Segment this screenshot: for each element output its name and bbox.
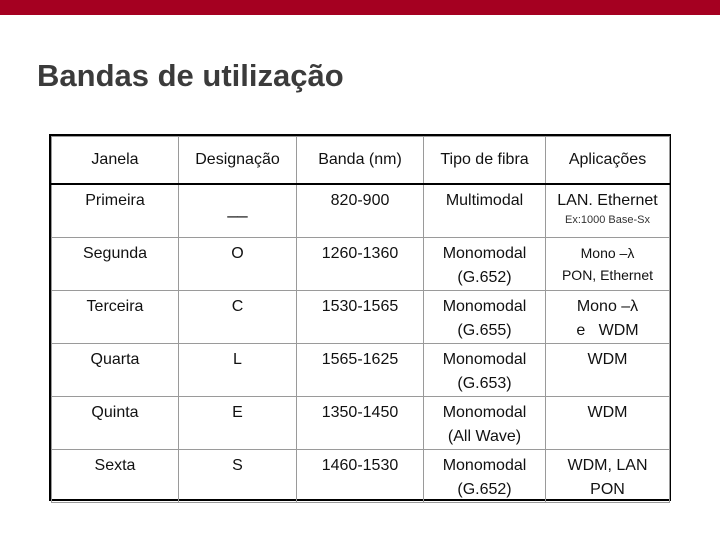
fibra-standard: (G.652)	[457, 269, 512, 286]
cell-aplicacoes	[546, 397, 670, 450]
aplicacoes-line: PON	[590, 481, 625, 498]
aplicacoes-example: Ex:1000 Base-Sx	[565, 213, 650, 226]
cell-designacao: S	[179, 450, 297, 503]
slide-title: Bandas de utilização	[37, 58, 344, 93]
header-tipo-fibra: Tipo de fibra	[424, 137, 546, 184]
cell-tipo-fibra	[424, 397, 546, 450]
header-banda: Banda (nm)	[297, 137, 424, 184]
fibra-line: Monomodal	[442, 457, 527, 474]
cell-tipo-fibra	[424, 344, 546, 397]
header-designacao: Designação	[179, 137, 297, 184]
cell-designacao	[179, 184, 297, 238]
cell-janela: Terceira	[52, 291, 179, 344]
table-row	[52, 291, 670, 344]
table-row	[52, 184, 670, 238]
cell-aplicacoes	[546, 450, 670, 503]
fibra-standard: (All Wave)	[447, 428, 522, 445]
aplicacoes-line: WDM	[587, 404, 628, 421]
aplicacoes-line: PON, Ethernet	[561, 267, 654, 283]
cell-janela: Primeira	[52, 184, 179, 238]
cell-aplicacoes	[546, 291, 670, 344]
cell-banda: 820-900	[297, 184, 424, 238]
cell-designacao: E	[179, 397, 297, 450]
table-header-row	[52, 137, 670, 184]
fibra-standard: (G.653)	[457, 375, 512, 392]
header-aplicacoes: Aplicações	[546, 137, 670, 184]
cell-janela: Quinta	[52, 397, 179, 450]
cell-tipo-fibra	[424, 450, 546, 503]
header-janela: Janela	[52, 137, 179, 184]
bands-table	[49, 134, 671, 501]
cell-janela: Quarta	[52, 344, 179, 397]
table-row	[52, 450, 670, 503]
aplicacoes-line: WDM, LAN	[567, 457, 648, 474]
cell-tipo-fibra	[424, 291, 546, 344]
top-accent-bar	[0, 0, 720, 15]
fibra-standard: (G.652)	[457, 481, 512, 498]
fibra-line: Monomodal	[442, 404, 527, 421]
fibra-line: Monomodal	[442, 245, 527, 262]
fibra-line: Monomodal	[442, 298, 527, 315]
cell-tipo-fibra	[424, 184, 546, 238]
cell-designacao: O	[179, 238, 297, 291]
fibra-line: Monomodal	[442, 351, 527, 368]
cell-banda: 1260-1360	[297, 238, 424, 291]
cell-designacao: C	[179, 291, 297, 344]
designacao-value: __	[227, 197, 248, 218]
aplicacoes-line: Mono –λ	[576, 298, 639, 315]
aplicacoes-line: LAN. Ethernet	[557, 191, 658, 209]
fibra-line: Multimodal	[445, 191, 524, 209]
fibra-standard: (G.655)	[457, 322, 512, 339]
table-row	[52, 344, 670, 397]
cell-banda: 1350-1450	[297, 397, 424, 450]
cell-janela: Sexta	[52, 450, 179, 503]
cell-banda: 1530-1565	[297, 291, 424, 344]
table-row	[52, 238, 670, 291]
cell-banda: 1460-1530	[297, 450, 424, 503]
cell-banda: 1565-1625	[297, 344, 424, 397]
table-row	[52, 397, 670, 450]
cell-aplicacoes	[546, 184, 670, 238]
cell-tipo-fibra	[424, 238, 546, 291]
cell-designacao: L	[179, 344, 297, 397]
aplicacoes-line: e WDM	[576, 322, 639, 339]
aplicacoes-line: WDM	[587, 351, 628, 368]
aplicacoes-line: Mono –λ	[580, 245, 635, 261]
cell-aplicacoes	[546, 238, 670, 291]
cell-janela: Segunda	[52, 238, 179, 291]
cell-aplicacoes	[546, 344, 670, 397]
